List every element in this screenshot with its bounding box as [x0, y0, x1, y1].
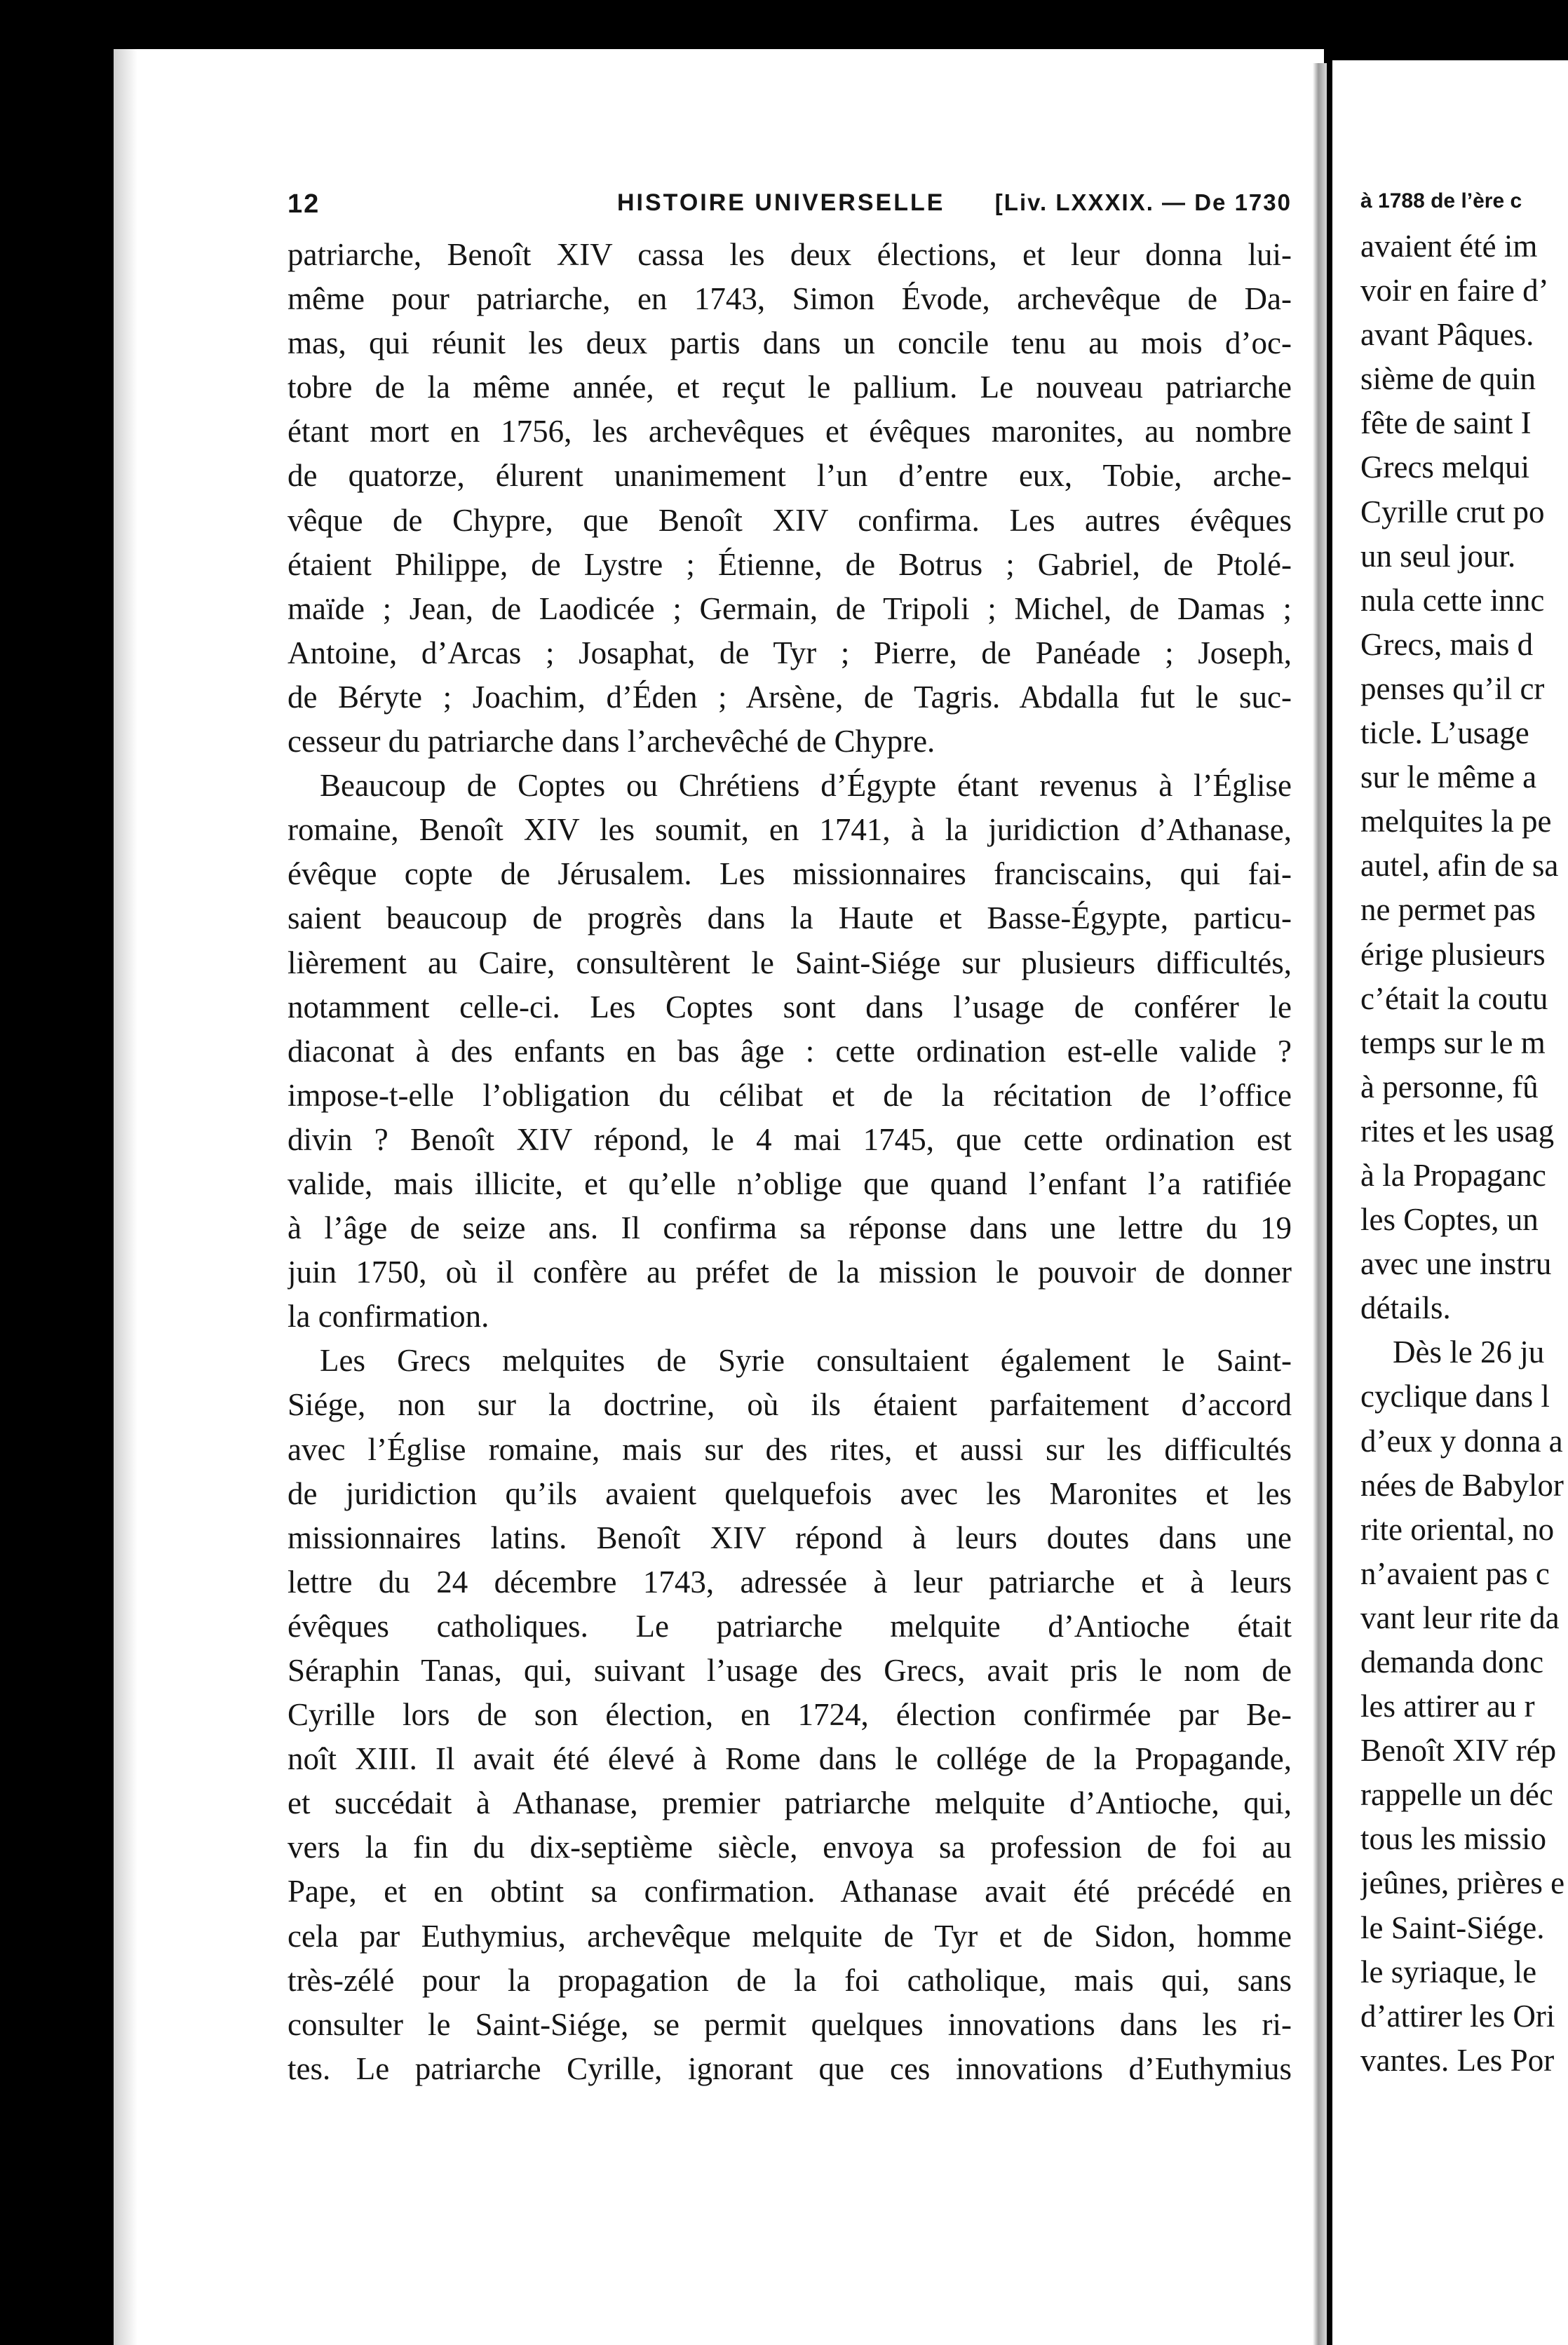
text-line: consulter le Saint-Siége, se permit quelques innovations dans les ri-: [288, 2006, 1292, 2042]
right-text-line: Grecs melqui: [1360, 450, 1530, 485]
text-line: patriarche, Benoît XIV cassa les deux élections, et leur donna lui-: [288, 237, 1292, 272]
right-text-line: penses qu’il cr: [1360, 670, 1545, 706]
text-line: noît XIII. Il avait été élevé à Rome dans le collége de la Propagande,: [288, 1741, 1292, 1777]
right-text-line: détails.: [1360, 1290, 1451, 1326]
text-line: lettre du 24 décembre 1743, adressée à leur patriarche et à leurs: [288, 1564, 1292, 1600]
right-text-line: Cyrille crut po: [1360, 494, 1545, 529]
text-line: tes. Le patriarche Cyrille, ignorant que ces innovations d’Euthymius: [288, 2050, 1292, 2086]
right-text-line: Grecs, mais d: [1360, 626, 1534, 662]
right-text-line: d’attirer les Ori: [1360, 1998, 1555, 2034]
right-page-text: [1360, 178, 1568, 2083]
running-head: [288, 189, 1292, 231]
right-text-line: à la Propaganc: [1360, 1157, 1546, 1193]
right-text-line: voir en faire d’: [1360, 273, 1549, 309]
text-line: très-zélé pour la propagation de la foi catholique, mais qui, sans: [288, 1962, 1292, 1998]
right-running-head: à 1788 de l’ère c: [1360, 189, 1522, 212]
right-text-line: le syriaque, le: [1360, 1954, 1537, 1989]
text-line: juin 1750, où il confère au préfet de la mission le pouvoir de donner: [288, 1255, 1292, 1290]
right-paragraph-start: Dès le 26 ju: [1393, 1334, 1545, 1370]
text-line: lièrement au Caire, consultèrent le Saint-Siége sur plusieurs difficultés,: [288, 945, 1292, 980]
text-line: missionnaires latins. Benoît XIV répond à leurs doutes dans une: [288, 1520, 1292, 1555]
text-line: étant mort en 1756, les archevêques et évêques maronites, au nombre: [288, 414, 1292, 450]
right-text-line: sur le même a: [1360, 759, 1537, 795]
text-line: de juridiction qu’ils avaient quelquefois avec les Maronites et les: [288, 1475, 1292, 1511]
right-text-line: sième de quin: [1360, 361, 1536, 397]
right-text-line: d’eux y donna a: [1360, 1423, 1563, 1459]
text-line: évêque copte de Jérusalem. Les missionnaires franciscains, qui fai-: [288, 856, 1292, 892]
text-line: même pour patriarche, en 1743, Simon Évode, archevêque de Da-: [288, 281, 1292, 317]
text-line: de Béryte ; Joachim, d’Éden ; Arsène, de Tagris. Abdalla fut le suc-: [288, 679, 1292, 715]
right-text-line: le Saint-Siége.: [1360, 1910, 1545, 1945]
right-text-line: nula cette innc: [1360, 582, 1545, 618]
text-line: vers la fin du dix-septième siècle, envoya sa profession de foi au: [288, 1830, 1292, 1865]
text-line: saient beaucoup de progrès dans la Haute et Basse-Égypte, particu-: [288, 900, 1292, 936]
text-line: vêque de Chypre, que Benoît XIV confirma. Les autres évêques: [288, 502, 1292, 538]
text-line: mas, qui réunit les deux partis dans un concile tenu au mois d’oc-: [288, 325, 1292, 361]
text-line: impose-t-elle l’obligation du célibat et de la récitation de l’office: [288, 1077, 1292, 1113]
text-line: tobre de la même année, et reçut le pallium. Le nouveau patriarche: [288, 370, 1292, 405]
text-line: et succédait à Athanase, premier patriarche melquite d’Antioche, qui,: [288, 1785, 1292, 1821]
right-text-line: nées de Babylor: [1360, 1467, 1564, 1503]
paragraph-start: Les Grecs melquites de Syrie consultaient également le Saint-: [320, 1343, 1292, 1379]
right-text-line: les attirer au r: [1360, 1689, 1535, 1724]
right-text-line: avaient été im: [1360, 229, 1538, 264]
text-line: Cyrille lors de son élection, en 1724, élection confirmée par Be-: [288, 1697, 1292, 1733]
text-line: cesseur du patriarche dans l’archevêché de Chypre.: [288, 724, 935, 759]
text-line: de quatorze, élurent unanimement l’un d’entre eux, Tobie, arche-: [288, 458, 1292, 494]
text-line: valide, mais illicite, et qu’elle n’oblige que quand l’enfant l’a ratifiée: [288, 1165, 1292, 1201]
main-text: [288, 233, 1292, 2091]
right-text-line: érige plusieurs: [1360, 936, 1546, 972]
right-text-line: un seul jour.: [1360, 538, 1516, 574]
book-gutter: [1313, 63, 1327, 2345]
right-text-line: temps sur le m: [1360, 1025, 1546, 1060]
text-line: à l’âge de seize ans. Il confirma sa réponse dans une lettre du 19: [288, 1210, 1292, 1246]
right-text-line: jeûnes, prières e: [1360, 1865, 1565, 1901]
paragraph-start: Beaucoup de Coptes ou Chrétiens d’Égypte étant revenus à l’Église: [320, 768, 1292, 804]
right-text-line: tous les missio: [1360, 1821, 1547, 1857]
text-line: cela par Euthymius, archevêque melquite de Tyr et de Sidon, homme: [288, 1918, 1292, 1954]
text-line: diaconat à des enfants en bas âge : cette ordination est-elle valide ?: [288, 1033, 1292, 1069]
right-text-line: melquites la pe: [1360, 804, 1552, 839]
right-text-line: c’était la coutu: [1360, 980, 1548, 1016]
right-text-line: avec une instru: [1360, 1246, 1552, 1282]
page-number: 12: [288, 189, 320, 219]
text-line: divin ? Benoît XIV répond, le 4 mai 1745, que cette ordination est: [288, 1121, 1292, 1157]
text-line: la confirmation.: [288, 1299, 489, 1334]
right-text-line: rite oriental, no: [1360, 1511, 1555, 1547]
text-line: romaine, Benoît XIV les soumit, en 1741, à la juridiction d’Athanase,: [288, 812, 1292, 848]
right-text-line: Benoît XIV rép: [1360, 1733, 1557, 1769]
running-title: HISTOIRE UNIVERSELLE: [617, 189, 945, 216]
right-text-line: cyclique dans l: [1360, 1379, 1550, 1414]
right-text-line: ne permet pas: [1360, 892, 1536, 928]
text-line: Séraphin Tanas, qui, suivant l’usage des Grecs, avait pris le nom de: [288, 1653, 1292, 1688]
right-text-line: vantes. Les Por: [1360, 2042, 1555, 2078]
right-text-line: à personne, fû: [1360, 1069, 1539, 1104]
right-text-line: vant leur rite da: [1360, 1600, 1560, 1635]
text-line: évêques catholiques. Le patriarche melquite d’Antioche était: [288, 1608, 1292, 1644]
text-line: avec l’Église romaine, mais sur des rites, et aussi sur les difficultés: [288, 1431, 1292, 1467]
right-text-line: n’avaient pas c: [1360, 1555, 1550, 1591]
right-text-line: les Coptes, un: [1360, 1202, 1539, 1238]
right-text-line: rites et les usag: [1360, 1113, 1555, 1149]
running-section: [Liv. LXXXIX. — De 1730: [994, 189, 1292, 215]
right-text-line: autel, afin de sa: [1360, 848, 1559, 884]
text-line: étaient Philippe, de Lystre ; Étienne, de Botrus ; Gabriel, de Ptolé-: [288, 546, 1292, 582]
text-line: maïde ; Jean, de Laodicée ; Germain, de Tripoli ; Michel, de Damas ;: [288, 590, 1292, 626]
right-text-line: demanda donc: [1360, 1644, 1544, 1680]
text-line: Pape, et en obtint sa confirmation. Athanase avait été précédé en: [288, 1874, 1292, 1910]
text-line: Siége, non sur la doctrine, où ils étaient parfaitement d’accord: [288, 1387, 1292, 1423]
right-text-line: avant Pâques.: [1360, 317, 1534, 353]
right-text-line: ticle. L’usage: [1360, 715, 1529, 751]
text-line: notamment celle-ci. Les Coptes sont dans l’usage de conférer le: [288, 989, 1292, 1025]
right-text-line: rappelle un déc: [1360, 1777, 1553, 1813]
text-line: Antoine, d’Arcas ; Josaphat, de Tyr ; Pierre, de Panéade ; Joseph,: [288, 635, 1292, 670]
right-text-line: fête de saint I: [1360, 405, 1532, 441]
